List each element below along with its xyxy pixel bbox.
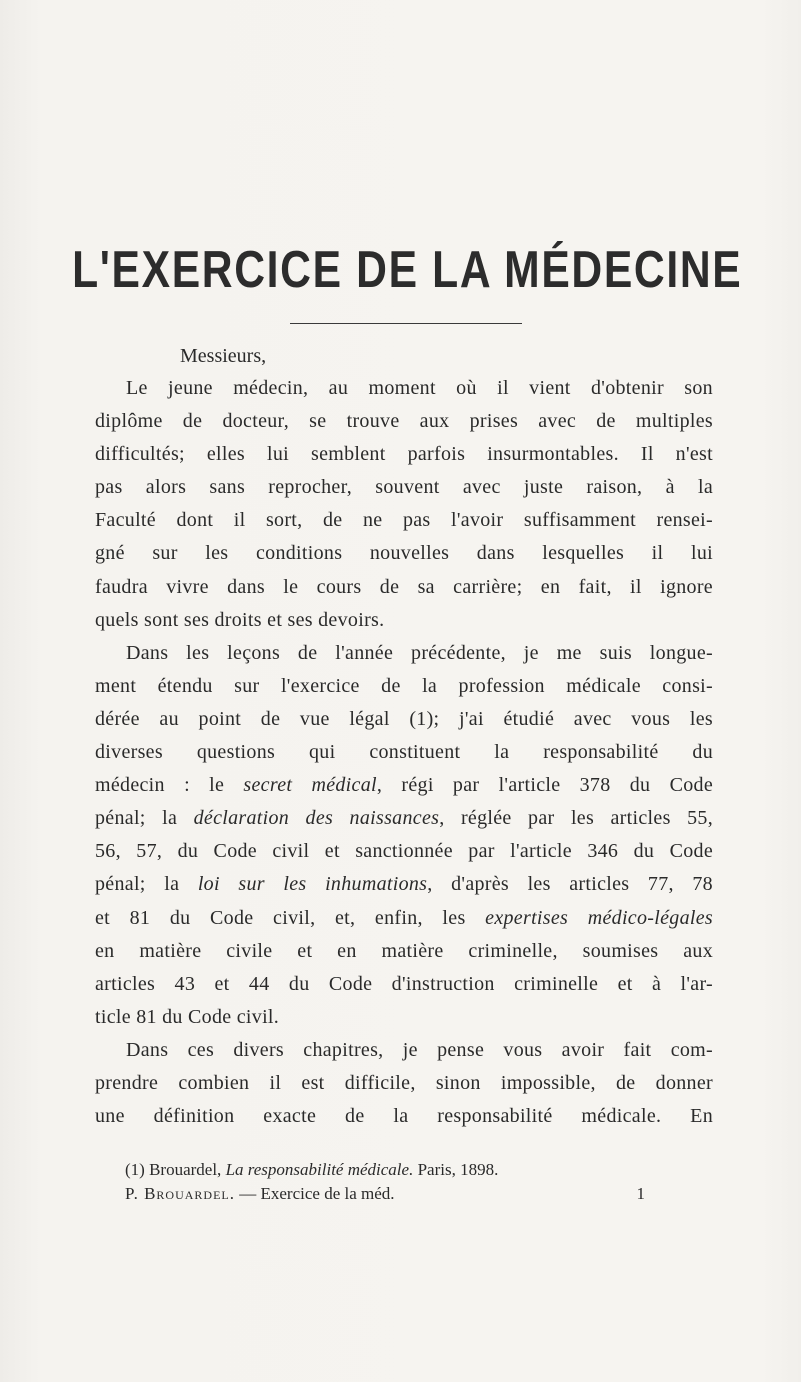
text-line: quels sont ses droits et ses devoirs. (95, 608, 385, 631)
body-paragraphs (95, 372, 713, 1133)
text-line: Le jeune médecin, au moment où il vient d'obtenir son (126, 377, 713, 399)
text-line: une définition exacte de la responsabilité médicale. En (95, 1105, 713, 1128)
text-line: en matière civile et en matière criminelle, soumises aux (95, 939, 713, 962)
text-line: gné sur les conditions nouvelles dans lesquelles il lui (95, 542, 713, 565)
text-line: pénal; la loi sur les inhumations, d'après les articles 77, 78 (95, 873, 713, 896)
text-line: ment étendu sur l'exercice de la profession médicale consi- (95, 674, 713, 697)
text-line: pas alors sans reprocher, souvent avec juste raison, à la (95, 476, 713, 499)
italic-phrase: expertises médico-légales (485, 906, 713, 929)
italic-phrase: loi sur les inhumations (197, 873, 428, 896)
text-line: pénal; la déclaration des naissances, réglée par les articles 55, (95, 807, 713, 830)
text-line: prendre combien il est difficile, sinon impossible, de donner (95, 1071, 713, 1094)
page-footer (125, 1182, 645, 1206)
text-line: faudra vivre dans le cours de sa carrière; en fait, il ignore (95, 575, 713, 598)
chapter-title: L'EXERCICE DE LA MÉDECINE (72, 241, 743, 299)
text-line: ticle 81 du Code civil. (95, 1005, 280, 1028)
salutation: Messieurs, (180, 345, 267, 367)
italic-phrase: secret médical (243, 774, 377, 797)
text-line: Faculté dont il sort, de ne pas l'avoir suffisamment rensei- (95, 509, 713, 532)
footnote-marker: (1) (125, 1160, 145, 1179)
text-line: diverses questions qui constituent la responsabilité du (95, 741, 713, 764)
footnote-work: La responsabilité médicale. (225, 1160, 414, 1179)
footer-author: P. Brouardel. (125, 1184, 235, 1203)
title-divider (290, 323, 522, 324)
page-number: 1 (636, 1184, 645, 1203)
text-line: diplôme de docteur, se trouve aux prises avec de multiples (95, 410, 713, 433)
footnote-place-date: Paris, 1898. (417, 1160, 499, 1179)
footnote-author: Brouardel, (149, 1160, 222, 1179)
text-line: Dans les leçons de l'année précédente, je me suis longue- (126, 641, 713, 664)
text-line: 56, 57, du Code civil et sanctionnée par l'article 346 du Code (95, 840, 713, 863)
footnote (125, 1158, 498, 1182)
text-line: médecin : le secret médical, régi par l'article 378 du Code (95, 774, 713, 797)
text-line: Dans ces divers chapitres, je pense vous avoir fait com- (126, 1038, 713, 1061)
text-line: articles 43 et 44 du Code d'instruction criminelle et à l'ar- (95, 972, 713, 995)
text-line: difficultés; elles lui semblent parfois insurmontables. Il n'est (95, 443, 713, 466)
text-line: dérée au point de vue légal (1); j'ai étudié avec vous les (95, 707, 713, 730)
text-line: et 81 du Code civil, et, enfin, les expertises médico-légales (95, 906, 713, 929)
italic-phrase: déclaration des naissances (193, 807, 440, 830)
footer-title: — Exercice de la méd. (239, 1184, 395, 1203)
